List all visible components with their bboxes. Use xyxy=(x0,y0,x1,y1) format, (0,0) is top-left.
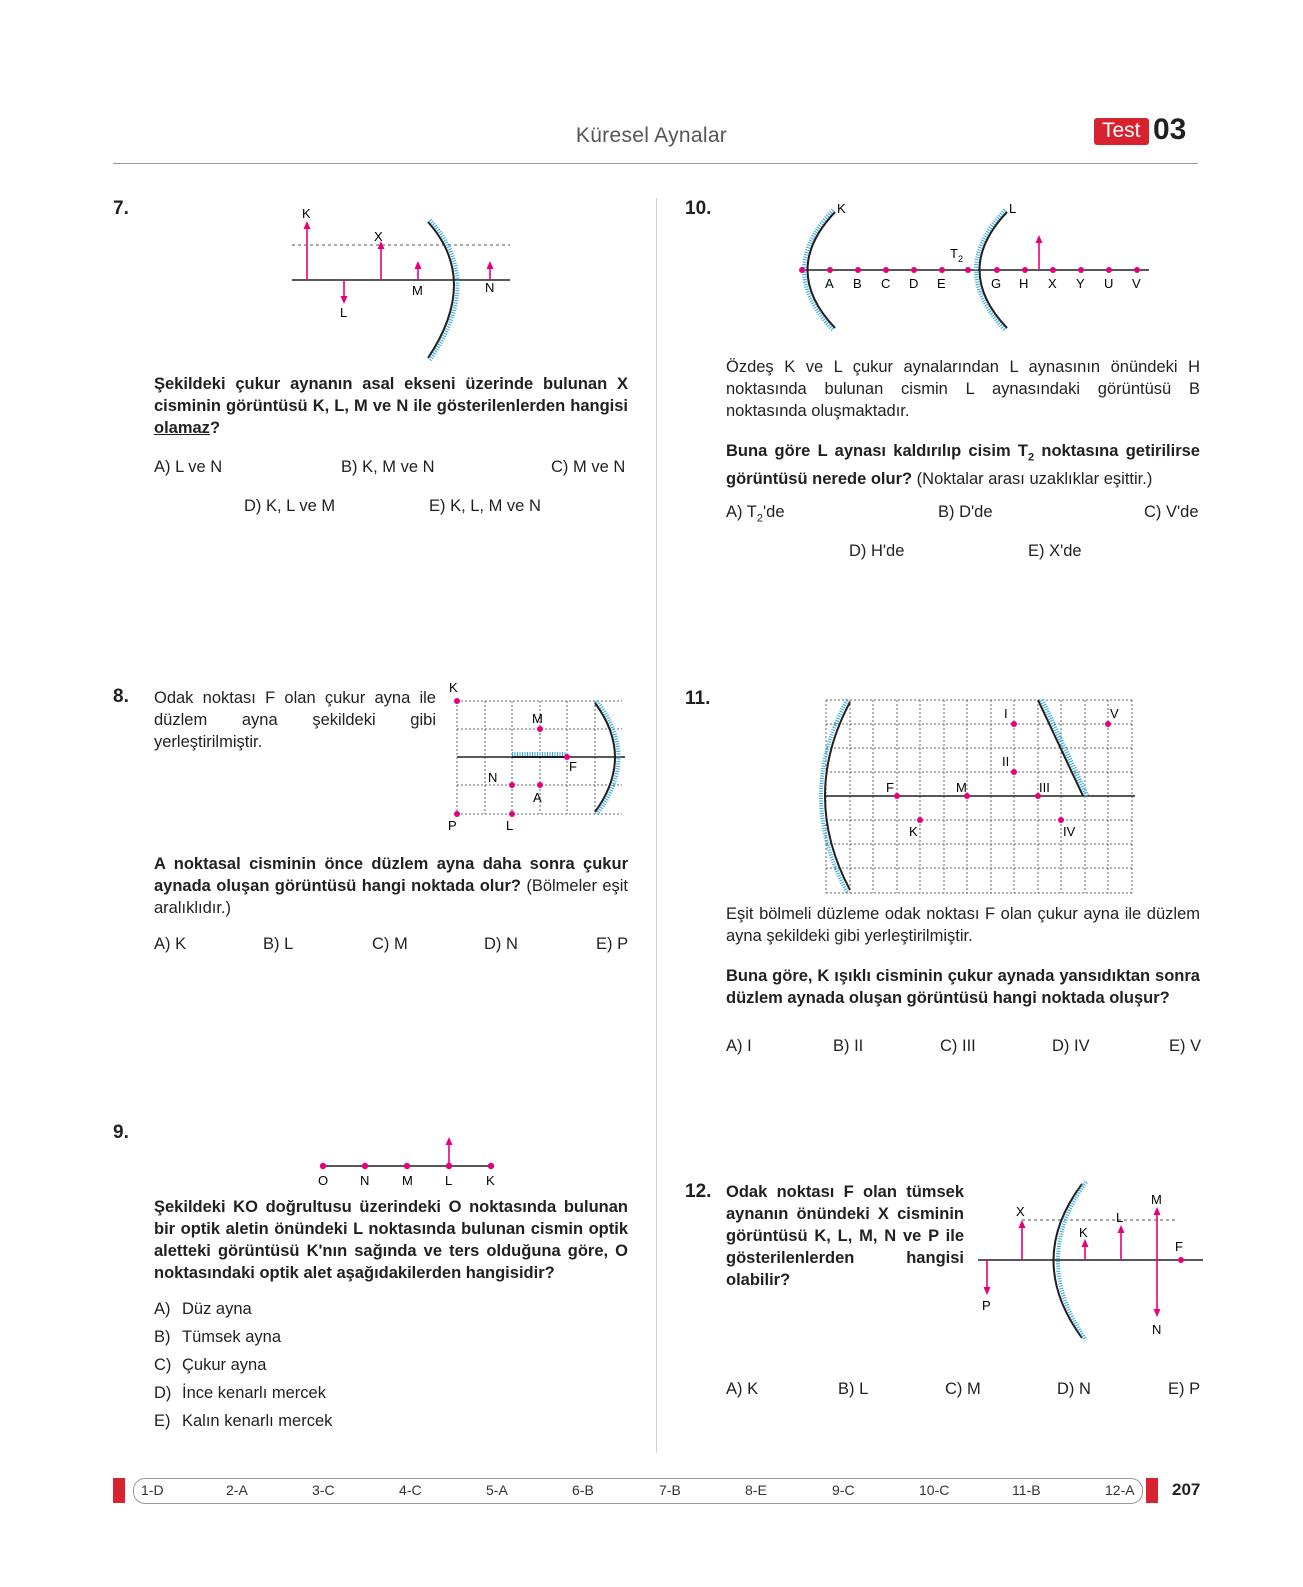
q12-label-m: M xyxy=(1151,1192,1162,1207)
q8-figure xyxy=(445,678,635,838)
q9-option-d[interactable] xyxy=(154,1384,326,1403)
q10-point-d: D xyxy=(909,276,919,291)
q9-option-d-letter: D) xyxy=(154,1384,172,1402)
q9-option-b[interactable] xyxy=(154,1328,282,1347)
q10-option-c[interactable]: C) V'de xyxy=(1144,503,1199,521)
q12-question: Odak noktası F olan tümsek aynanın önündeki X cisminin görüntüsü K, L, M, N ve P ile gösterilenlerden hangisi olabilir? xyxy=(726,1183,964,1289)
q11-label-f: F xyxy=(886,780,894,795)
q8-label-f: F xyxy=(569,759,577,774)
q11-label-v: V xyxy=(1110,706,1119,721)
q7-label-l: L xyxy=(340,305,348,320)
column-divider xyxy=(656,198,657,1453)
q10-intro: Özdeş K ve L çukur aynalarından L aynasının önündeki H noktasında bulunan cismin L aynasındaki görüntüsü B noktasında oluşmaktadır. xyxy=(726,358,1200,420)
q12-option-e[interactable]: E) P xyxy=(1168,1380,1201,1398)
footer-accent-right xyxy=(1146,1478,1158,1503)
q11-option-d[interactable]: D) IV xyxy=(1052,1037,1090,1055)
q7-question-main: Şekildeki çukur aynanın asal ekseni üzerinde bulunan X cisminin görüntüsü K, L, M ve N ile gösterilenlerden hangisi xyxy=(154,375,628,415)
q7-question xyxy=(154,373,628,439)
q7-label-m: M xyxy=(412,283,423,298)
header-divider xyxy=(113,163,1198,164)
q12-label-p: P xyxy=(982,1298,991,1313)
q9-option-e-letter: E) xyxy=(154,1412,171,1430)
q12-option-c[interactable]: C) M xyxy=(945,1380,981,1398)
answer-key-item: 6-B xyxy=(572,1482,594,1498)
q9-question: Şekildeki KO doğrultusu üzerindeki O noktasında bulunan bir optik aletin önündeki L noktasında bulunan cismin optik aletteki görüntüsü K'nın sağında ve ters olduğuna göre, O noktasındaki optik alet aşağıdakilerden hangisidir? xyxy=(154,1198,628,1282)
q8-question-note: (Bölmeler eşit aralıklıdır.) xyxy=(154,877,628,917)
q8-number: 8. xyxy=(113,686,129,707)
q10-point-y: Y xyxy=(1076,276,1085,291)
q8-label-n: N xyxy=(488,770,498,785)
answer-key-item: 7-B xyxy=(659,1482,681,1498)
q9-option-a-text: Düz ayna xyxy=(182,1300,252,1318)
q8-label-l: L xyxy=(506,818,514,833)
q7-label-k: K xyxy=(302,206,311,221)
q8-option-e[interactable]: E) P xyxy=(596,935,629,953)
q9-label-k: K xyxy=(486,1173,495,1188)
answer-key-item: 12-A xyxy=(1105,1482,1135,1498)
q11-label-k: K xyxy=(909,824,918,839)
q11-label-ii: II xyxy=(1002,754,1010,769)
q7-label-n: N xyxy=(485,280,495,295)
q8-option-b[interactable]: B) L xyxy=(263,935,294,953)
q10-option-a-pre: A) T xyxy=(726,503,757,521)
q9-label-n: N xyxy=(360,1173,370,1188)
q11-question: Buna göre, K ışıklı cisminin çukur aynada yansıdıktan sonra düzlem aynada oluşan görüntüsü hangi noktada oluşur? xyxy=(726,967,1200,1007)
q11-option-b[interactable]: B) II xyxy=(833,1037,864,1055)
q9-option-e-text: Kalın kenarlı mercek xyxy=(182,1412,333,1430)
q10-point-v: V xyxy=(1132,276,1141,291)
q10-figure xyxy=(795,200,1165,340)
q8-option-a[interactable]: A) K xyxy=(154,935,187,953)
answer-key-item: 8-E xyxy=(745,1482,767,1498)
q7-option-a[interactable]: A) L ve N xyxy=(154,458,223,476)
q12-option-d[interactable]: D) N xyxy=(1057,1380,1091,1398)
q10-point-x: X xyxy=(1048,276,1057,291)
q10-question-note: (Noktalar arası uzaklıklar eşittir.) xyxy=(912,470,1153,489)
page-title: Küresel Aynalar xyxy=(575,124,728,147)
q9-option-c-text: Çukur ayna xyxy=(182,1356,267,1374)
q11-figure xyxy=(815,690,1145,905)
q10-label-t2 xyxy=(950,246,963,264)
q12-option-b[interactable]: B) L xyxy=(838,1380,869,1398)
q9-label-m: M xyxy=(402,1173,413,1188)
q11-label-i: I xyxy=(1004,706,1008,721)
q10-point-u: U xyxy=(1104,276,1114,291)
q10-option-d[interactable]: D) H'de xyxy=(849,542,905,560)
q10-question-sub: 2 xyxy=(1027,451,1035,464)
q7-number: 7. xyxy=(113,198,129,219)
answer-key-item: 4-C xyxy=(399,1482,422,1498)
q12-figure xyxy=(970,1172,1205,1347)
q10-label-k: K xyxy=(837,201,846,216)
q8-option-d[interactable]: D) N xyxy=(484,935,518,953)
q11-number: 11. xyxy=(685,688,711,709)
q12-label-f: F xyxy=(1175,1239,1183,1254)
q9-label-l: L xyxy=(445,1173,453,1188)
q10-label-t-sub: 2 xyxy=(957,254,963,264)
q8-label-a: A xyxy=(533,790,542,805)
q12-label-k: K xyxy=(1079,1225,1088,1240)
q10-point-c: C xyxy=(881,276,891,291)
q9-option-a[interactable] xyxy=(154,1300,252,1319)
q9-option-c[interactable] xyxy=(154,1356,267,1375)
q12-label-l: L xyxy=(1116,1210,1124,1225)
q11-option-a[interactable]: A) I xyxy=(726,1037,752,1055)
q7-option-c[interactable]: C) M ve N xyxy=(551,458,626,476)
q12-option-a[interactable]: A) K xyxy=(726,1380,759,1398)
q9-option-b-text: Tümsek ayna xyxy=(182,1328,282,1346)
q9-figure xyxy=(310,1130,510,1190)
q10-option-e[interactable]: E) X'de xyxy=(1028,542,1082,560)
q10-question xyxy=(726,440,1200,490)
q7-figure xyxy=(280,200,540,370)
q8-label-p: P xyxy=(448,818,457,833)
answer-key-item: 10-C xyxy=(919,1482,950,1498)
q7-question-emphasis: olamaz xyxy=(154,419,210,437)
q12-label-x: X xyxy=(1016,1204,1025,1219)
q9-number: 9. xyxy=(113,1122,129,1143)
q9-option-a-letter: A) xyxy=(154,1300,171,1318)
answer-key-box xyxy=(133,1478,1143,1504)
q7-option-b[interactable]: B) K, M ve N xyxy=(341,458,435,476)
q9-option-d-text: İnce kenarlı mercek xyxy=(182,1384,326,1402)
q10-point-b: B xyxy=(853,276,862,291)
answer-key-item: 3-C xyxy=(312,1482,335,1498)
q8-option-c[interactable]: C) M xyxy=(372,935,408,953)
q12-label-n: N xyxy=(1152,1322,1162,1337)
answer-key-item: 11-B xyxy=(1012,1482,1041,1498)
q8-intro: Odak noktası F olan çukur ayna ile düzlem ayna şekildeki gibi yerleştirilmiştir. xyxy=(154,689,436,751)
q9-option-b-letter: B) xyxy=(154,1328,171,1346)
q11-option-c[interactable]: C) III xyxy=(940,1037,976,1055)
q10-option-a[interactable] xyxy=(726,503,785,524)
q10-point-a: A xyxy=(825,276,834,291)
answer-key-item: 5-A xyxy=(486,1482,508,1498)
q9-label-o: O xyxy=(318,1173,329,1188)
page-number: 207 xyxy=(1172,1480,1201,1499)
q10-option-a-sub: 2 xyxy=(756,512,763,525)
q10-label-t: T xyxy=(950,246,958,261)
footer-accent-left xyxy=(113,1478,125,1503)
q8-question xyxy=(154,853,628,919)
q7-question-end: ? xyxy=(209,419,221,437)
q8-question-main: A noktasal cisminin önce düzlem ayna daha sonra çukur aynada oluşan görüntüsü hangi noktada olur? xyxy=(154,855,628,895)
answer-key-item: 9-C xyxy=(832,1482,855,1498)
q7-label-x: X xyxy=(374,229,383,244)
q11-option-e[interactable]: E) V xyxy=(1169,1037,1202,1055)
q12-number: 12. xyxy=(685,1181,712,1202)
q10-question-post: noktasına getirilirse görüntüsü nerede olur? xyxy=(726,442,1200,489)
test-badge: Test xyxy=(1094,118,1149,145)
q8-label-k: K xyxy=(449,680,458,695)
q10-point-e: E xyxy=(937,276,946,291)
q11-intro: Eşit bölmeli düzleme odak noktası F olan çukur ayna ile düzlem ayna şekildeki gibi yerleştirilmiştir. xyxy=(726,905,1200,945)
q10-point-g: G xyxy=(991,276,1002,291)
q10-option-a-post: 'de xyxy=(763,503,785,521)
q11-label-iv: IV xyxy=(1063,824,1076,839)
answer-key-item: 2-A xyxy=(226,1482,248,1498)
q11-label-iii: III xyxy=(1039,780,1050,795)
q7-option-d[interactable]: D) K, L ve M xyxy=(244,497,336,515)
q10-option-b[interactable]: B) D'de xyxy=(938,503,993,521)
q9-option-e[interactable] xyxy=(154,1412,333,1431)
q9-option-c-letter: C) xyxy=(154,1356,172,1374)
answer-key-item: 1-D xyxy=(141,1482,164,1498)
test-number: 03 xyxy=(1153,113,1187,146)
q10-label-l: L xyxy=(1009,201,1017,216)
q11-label-m: M xyxy=(956,780,967,795)
q7-option-e[interactable]: E) K, L, M ve N xyxy=(429,497,541,515)
q10-number: 10. xyxy=(685,198,712,219)
q10-question-pre: Buna göre L aynası kaldırılıp cisim T xyxy=(726,442,1028,460)
q10-point-h: H xyxy=(1019,276,1029,291)
q8-label-m: M xyxy=(532,711,543,726)
